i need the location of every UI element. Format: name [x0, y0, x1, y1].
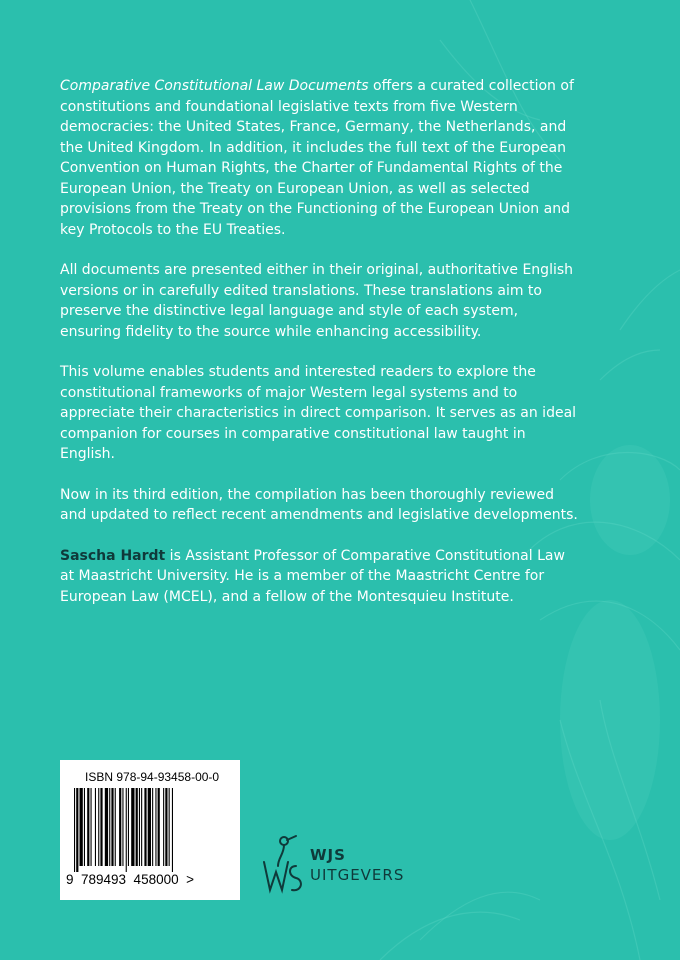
author-bio-text: is Assistant Professor of Comparative Constitutional Law at Maastricht University. He is a member of the Maastricht Centre for European Law (MCEL), and a fellow of the Montesquieu Institute.	[60, 547, 565, 605]
barcode-bar	[115, 788, 116, 866]
barcode-bar	[84, 788, 85, 866]
barcode-bar	[163, 788, 164, 866]
barcode-bar	[131, 788, 134, 866]
barcode-bar	[98, 788, 99, 866]
barcode-bar	[80, 788, 83, 866]
barcode-bar	[165, 788, 167, 866]
barcode-bar	[169, 788, 170, 866]
barcode-bar	[119, 788, 121, 866]
barcode-digits: 9 789493 458000 >	[66, 872, 194, 887]
barcode-bar	[111, 788, 113, 866]
barcode-bar	[109, 788, 110, 866]
barcode-bar	[76, 788, 78, 872]
barcode-bar	[158, 788, 160, 866]
barcode-bar	[128, 788, 129, 866]
author-bio	[60, 546, 580, 608]
barcode-bar	[141, 788, 142, 866]
book-title-italic: Comparative Constitutional Law Documents	[60, 78, 369, 94]
author-name: Sascha Hardt	[60, 547, 166, 564]
barcode-bar	[136, 788, 138, 866]
barcode-bar	[87, 788, 89, 866]
barcode-bar	[155, 788, 156, 866]
barcode-bar	[91, 788, 92, 866]
isbn-barcode	[60, 760, 240, 900]
blurb-paragraph-2: All documents are presented either in their original, authoritative English versions or in carefully edited translations. These translations aim to preserve the distinctive legal language and style of each system, ensuring fidelity to the source while enhancing accessibility.	[60, 262, 574, 340]
barcode-bar	[148, 788, 151, 866]
blurb-paragraph-1	[60, 76, 580, 240]
barcode-bar	[152, 788, 153, 866]
barcode-bar	[126, 788, 127, 872]
isbn-label: ISBN 978-94-93458-00-0	[85, 770, 220, 784]
barcode-bar	[144, 788, 146, 866]
barcode-bars	[70, 788, 230, 872]
publisher-logo	[258, 832, 428, 902]
barcode-bar	[105, 788, 108, 866]
blurb-paragraph-4: Now in its third edition, the compilation has been thoroughly reviewed and updated to reflect recent amendments and legislative developments.	[60, 486, 578, 523]
back-cover-blurb	[60, 76, 580, 627]
publisher-name-line2: UITGEVERS	[310, 866, 405, 884]
blurb-paragraph-1-text: offers a curated collection of constitutions and foundational legislative texts from five Western democracies: the United States, France, Germany, the Netherlands, and the United Kingdom. In addition, it includes the full text of the European Convention on Human Rights, the Charter of Fundamental Rights of the European Union, the Treaty on European Union, as well as selected provisions from the Treaty on the Functioning of the European Union and key Protocols to the EU Treaties.	[60, 78, 574, 238]
barcode-bar	[95, 788, 96, 866]
barcode-bar	[139, 788, 140, 866]
barcode-bar	[172, 788, 173, 872]
bird-letters-logo-icon	[258, 832, 306, 902]
barcode-bar	[100, 788, 102, 866]
barcode-bar	[74, 788, 75, 872]
publisher-name-line1: WJS	[310, 846, 346, 864]
blurb-paragraph-3: This volume enables students and interested readers to explore the constitutional frameworks of major Western legal systems and to appreciate their characteristics in direct comparison. It serves as an ideal companion for courses in comparative constitutional law taught in English.	[60, 364, 577, 462]
barcode-bar	[122, 788, 123, 866]
